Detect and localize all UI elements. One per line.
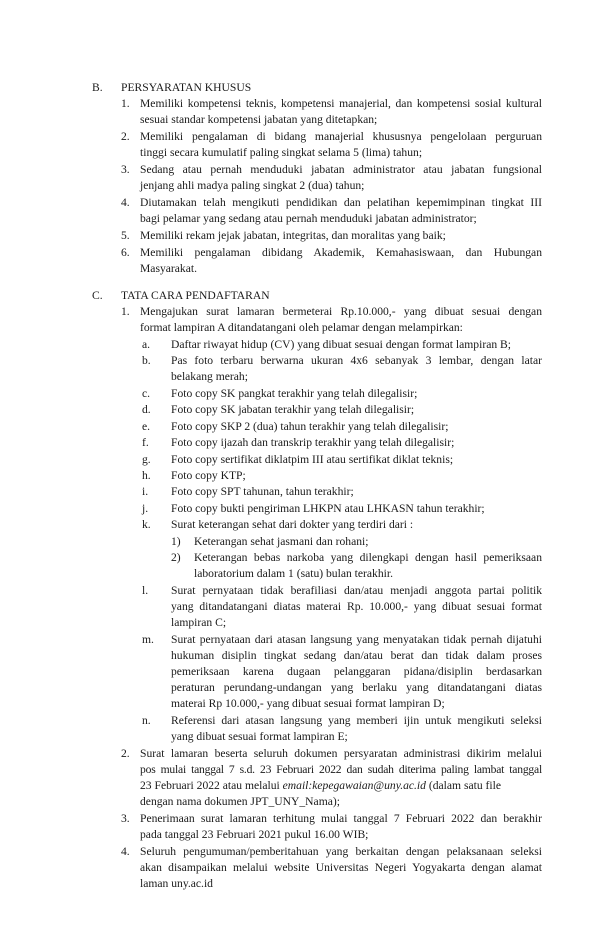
section-b-item-number: 1. xyxy=(121,97,130,110)
section-b-item-number: 2. xyxy=(121,130,130,143)
section-b-title: PERSYARATAN KHUSUS xyxy=(121,81,252,94)
sub-item-letter: h. xyxy=(142,469,151,482)
sub-item-text: Foto copy SKP 2 (dua) tahun terakhir yang telah dilegalisir; xyxy=(171,420,449,433)
section-c-item-text xyxy=(140,778,501,794)
sub-item-letter: l. xyxy=(142,584,149,597)
section-b-item-text: Memiliki pengalaman di bidang manajerial khususnya pengelolaan perguruan xyxy=(140,130,542,143)
section-b-item-text: bagi pelamar yang sedang atau pernah menduduki jabatan administrator; xyxy=(140,212,477,225)
section-c-item-text: akan disampaikan melalui website Universitas Negeri Yogyakarta dengan alamat xyxy=(140,861,542,874)
sub-item-text: Foto copy bukti pengiriman LHKPN atau LHKASN tahun terakhir; xyxy=(171,502,485,515)
section-b-item-text: jenjang ahli madya paling singkat 2 (dua) tahun; xyxy=(140,179,365,192)
email-suffix-text: (dalam satu file xyxy=(425,779,501,792)
section-c-item-text: Surat lamaran beserta seluruh dokumen persyaratan administrasi dikirim melalui xyxy=(140,747,542,760)
sub-item-text: Referensi dari atasan langsung yang memberi ijin untuk mengikuti seleksi xyxy=(171,714,542,727)
sub-item-text: Foto copy SK jabatan terakhir yang telah dilegalisir; xyxy=(171,403,415,416)
section-b-item-text: Masyarakat. xyxy=(140,262,197,275)
section-c-item-text: Mengajukan surat lamaran bermeterai Rp.10.000,- yang dibuat sesuai dengan xyxy=(140,305,542,318)
sub-item-letter: b. xyxy=(142,354,151,367)
sub-item-text: Foto copy KTP; xyxy=(171,469,246,482)
sub-item-letter: a. xyxy=(142,338,151,351)
sub-item-text: yang dibuat sesuai format lampiran E; xyxy=(171,730,348,743)
section-c-item-text: Penerimaan surat lamaran terhitung mulai tanggal 7 Februari 2022 dan berakhir xyxy=(140,812,542,825)
section-b-item-number: 6. xyxy=(121,246,130,259)
sub-item-letter: n. xyxy=(142,714,151,727)
section-b-item-number: 4. xyxy=(121,196,130,209)
sub-item-text: Foto copy SK pangkat terakhir yang telah dilegalisir; xyxy=(171,387,418,400)
section-c-item-text: dengan nama dokumen JPT_UNY_Nama); xyxy=(140,795,340,808)
section-c-item-text: pos mulai tanggal 7 s.d. 23 Februari 2022 dan sudah diterima paling lambat tanggal xyxy=(140,763,542,776)
sub-item-letter: j. xyxy=(142,502,149,515)
section-b-item-text: sesuai standar kompetensi jabatan yang ditetapkan; xyxy=(140,113,378,126)
section-c-item-number: 4. xyxy=(121,845,130,858)
sub-item-text: peraturan perundang-undangan yang berlaku yang ditandatangani diatas xyxy=(171,681,542,694)
sub-item-text: Foto copy ijazah dan transkrip terakhir yang telah dilegalisir; xyxy=(171,436,455,449)
sub-item-letter: c. xyxy=(142,387,151,400)
sub-item-text: materai Rp 10.000,- yang dibuat sesuai format lampiran D; xyxy=(171,697,445,710)
sub-item-text: Pas foto terbaru berwarna ukuran 4x6 sebanyak 3 lembar, dengan latar xyxy=(171,354,542,367)
section-c-item-text: pada tanggal 23 Februari 2021 pukul 16.00 WIB; xyxy=(140,828,369,841)
sub-item-letter: d. xyxy=(142,403,151,416)
section-b-item-text: Memiliki rekam jejak jabatan, integritas, dan moralitas yang baik; xyxy=(140,229,446,242)
sub-item-text: yang ditandatangani diatas materai Rp. 10.000,- yang dibuat sesuai format xyxy=(171,600,542,613)
section-b-item-number: 3. xyxy=(121,163,130,176)
sub-item-text: Daftar riwayat hidup (CV) yang dibuat sesuai dengan format lampiran B; xyxy=(171,338,511,351)
section-b-item-text: Sedang atau pernah menduduki jabatan administrator atau jabatan fungsional xyxy=(140,163,542,176)
email-prefix-text: 23 Februari 2022 atau melalui xyxy=(140,779,283,792)
section-c-letter: C. xyxy=(92,289,103,302)
sub-sub-item-text: Keterangan sehat jasmani dan rohani; xyxy=(194,535,369,548)
section-b-item-text: Memiliki pengalaman dibidang Akademik, Kemahasiswaan, dan Hubungan xyxy=(140,246,542,259)
sub-item-letter: k. xyxy=(142,518,151,531)
section-b-letter: B. xyxy=(92,81,103,94)
sub-item-text: Surat pernyataan dari atasan langsung yang menyatakan tidak pernah dijatuhi xyxy=(171,633,542,646)
sub-sub-item-text: laboratorium dalam 1 (satu) bulan terakhir. xyxy=(194,567,393,580)
section-b-item-number: 5. xyxy=(121,229,130,242)
sub-sub-item-text: Keterangan bebas narkoba yang dilengkapi dengan hasil pemeriksaan xyxy=(194,551,542,564)
sub-item-text: belakang merah; xyxy=(171,370,248,383)
sub-item-letter: i. xyxy=(142,485,149,498)
section-c-item-number: 3. xyxy=(121,812,130,825)
sub-item-letter: e. xyxy=(142,420,151,433)
sub-item-text: Surat keterangan sehat dari dokter yang terdiri dari : xyxy=(171,518,414,531)
sub-sub-item-number: 1) xyxy=(171,535,181,548)
sub-item-letter: g. xyxy=(142,453,151,466)
section-c-item-text: Seluruh pengumuman/pemberitahuan yang berkaitan dengan pelaksanaan seleksi xyxy=(140,845,542,858)
sub-item-text: pemeriksaan karena dugaan pelanggaran pidana/disiplin berdasarkan xyxy=(171,665,542,678)
section-c-title: TATA CARA PENDAFTARAN xyxy=(121,289,270,302)
sub-item-letter: m. xyxy=(142,633,154,646)
section-c-item-number: 1. xyxy=(121,305,130,318)
section-b-item-text: Memiliki kompetensi teknis, kompetensi manajerial, dan kompetensi sosial kultural xyxy=(140,97,542,110)
section-b-item-text: Diutamakan telah mengikuti pendidikan dan pelatihan kepemimpinan tingkat III xyxy=(140,196,542,209)
sub-item-text: lampiran C; xyxy=(171,616,227,629)
sub-item-text: Foto copy sertifikat diklatpim III atau sertifikat diklat teknis; xyxy=(171,453,454,466)
email-link[interactable]: email:kepegawaian@uny.ac.id xyxy=(282,779,426,792)
sub-sub-item-number: 2) xyxy=(171,551,181,564)
section-c-item-number: 2. xyxy=(121,747,130,760)
sub-item-text: Foto copy SPT tahunan, tahun terakhir; xyxy=(171,485,354,498)
section-c-item-text: format lampiran A ditandatangani oleh pelamar dengan melampirkan: xyxy=(140,321,463,334)
sub-item-text: hukuman disiplin tingkat sedang dan/atau berat dan tidak dalam proses xyxy=(171,649,542,662)
section-c-item-text: laman uny.ac.id xyxy=(140,877,213,890)
sub-item-letter: f. xyxy=(142,436,149,449)
section-b-item-text: tinggi secara kumulatif paling singkat selama 5 (lima) tahun; xyxy=(140,146,423,159)
sub-item-text: Surat pernyataan tidak berafiliasi dan/atau menjadi anggota partai politik xyxy=(171,584,542,597)
